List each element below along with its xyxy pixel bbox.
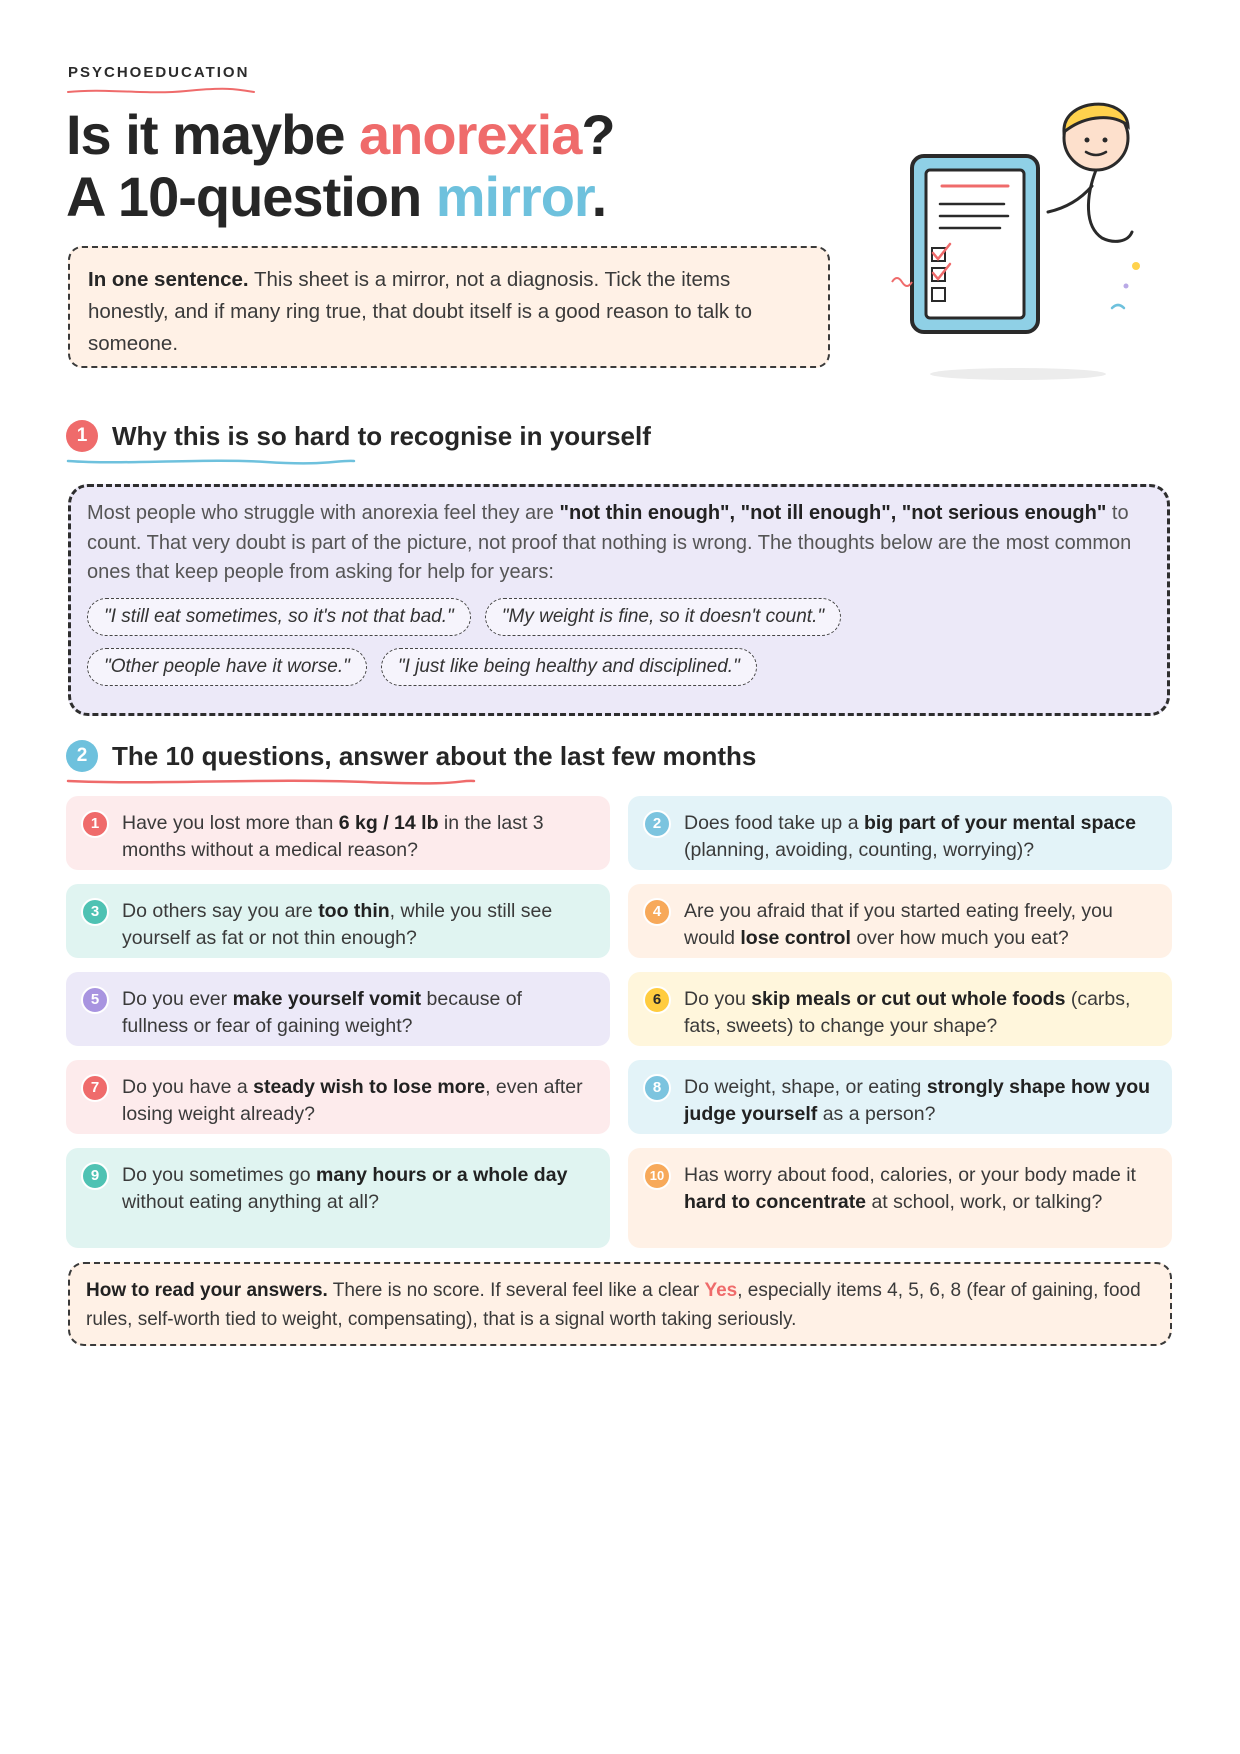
eyebrow-underline	[66, 86, 256, 96]
question-card-10[interactable]: 10 Has worry about food, calories, or your body made it hard to concentrate at school, work, or talking?	[628, 1148, 1172, 1248]
summary-box	[68, 246, 830, 368]
section-1-heading	[66, 420, 651, 452]
question-number-badge: 8	[643, 1074, 671, 1102]
question-card-4[interactable]: 4 Are you afraid that if you started eating freely, you would lose control over how much you eat?	[628, 884, 1172, 958]
question-card-3[interactable]: 3 Do others say you are too thin, while you still see yourself as fat or not thin enough?	[66, 884, 610, 958]
page-title: Is it maybe anorexia? A 10-question mirror.	[66, 103, 615, 228]
question-number-badge: 2	[643, 810, 671, 838]
clipboard-checklist-illustration	[880, 86, 1170, 386]
title-highlight-anorexia: anorexia	[359, 103, 582, 166]
why-text: Most people who struggle with anorexia feel they are "not thin enough", "not ill enough", "not serious enough" to count. That very doubt is part of the picture, not proof that nothing is wrong. The thoughts below are the most common ones that keep people from asking for help for years:	[87, 502, 1132, 583]
section-2-underline	[66, 776, 476, 786]
thought-chip: "Other people have it worse."	[87, 648, 367, 686]
section-2-title: The 10 questions, answer about the last few months	[112, 740, 757, 771]
question-number-badge: 9	[81, 1162, 109, 1190]
question-number-badge: 3	[81, 898, 109, 926]
thought-chip: "My weight is fine, so it doesn't count."	[485, 598, 841, 636]
question-card-5[interactable]: 5 Do you ever make yourself vomit because of fullness or fear of gaining weight?	[66, 972, 610, 1046]
question-card-9[interactable]: 9 Do you sometimes go many hours or a whole day without eating anything at all?	[66, 1148, 610, 1248]
section-1-underline	[66, 456, 356, 466]
title-highlight-mirror: mirror	[435, 165, 592, 228]
question-number-badge: 4	[643, 898, 671, 926]
section-2-heading	[66, 740, 756, 772]
question-number-badge: 5	[81, 986, 109, 1014]
question-card-1[interactable]: 1 Have you lost more than 6 kg / 14 lb in the last 3 months without a medical reason?	[66, 796, 610, 870]
question-card-2[interactable]: 2 Does food take up a big part of your mental space (planning, avoiding, counting, worrying)?	[628, 796, 1172, 870]
thought-chip: "I just like being healthy and disciplined."	[381, 648, 757, 686]
how-to-read-lead: How to read your answers.	[86, 1280, 328, 1301]
yes-highlight: Yes	[704, 1280, 738, 1301]
question-number-badge: 1	[81, 810, 109, 838]
summary-lead: In one sentence.	[88, 268, 249, 291]
question-number-badge: 7	[81, 1074, 109, 1102]
question-number-badge: 6	[643, 986, 671, 1014]
question-card-7[interactable]: 7 Do you have a steady wish to lose more, even after losing weight already?	[66, 1060, 610, 1134]
thought-chips	[87, 598, 987, 686]
how-to-read-box: How to read your answers. There is no score. If several feel like a clear Yes, especially items 4, 5, 6, 8 (fear of gaining, food rules, self-worth tied to weight, compensating), that is a signal worth taking seriously.	[68, 1262, 1172, 1346]
summary-text: This sheet is a mirror, not a diagnosis. Tick the items honestly, and if many ring true, that doubt itself is a good reason to talk to someone.	[88, 268, 752, 355]
section-1-number-badge: 1	[66, 420, 98, 452]
question-card-8[interactable]: 8 Do weight, shape, or eating strongly shape how you judge yourself as a person?	[628, 1060, 1172, 1134]
section-1-title: Why this is so hard to recognise in yourself	[112, 420, 651, 451]
question-number-badge: 10	[643, 1162, 671, 1190]
why-box	[68, 484, 1170, 716]
thought-chip: "I still eat sometimes, so it's not that bad."	[87, 598, 471, 636]
section-2-number-badge: 2	[66, 740, 98, 772]
question-card-6[interactable]: 6 Do you skip meals or cut out whole foods (carbs, fats, sweets) to change your shape?	[628, 972, 1172, 1046]
eyebrow-label: PSYCHOEDUCATION	[68, 64, 250, 81]
